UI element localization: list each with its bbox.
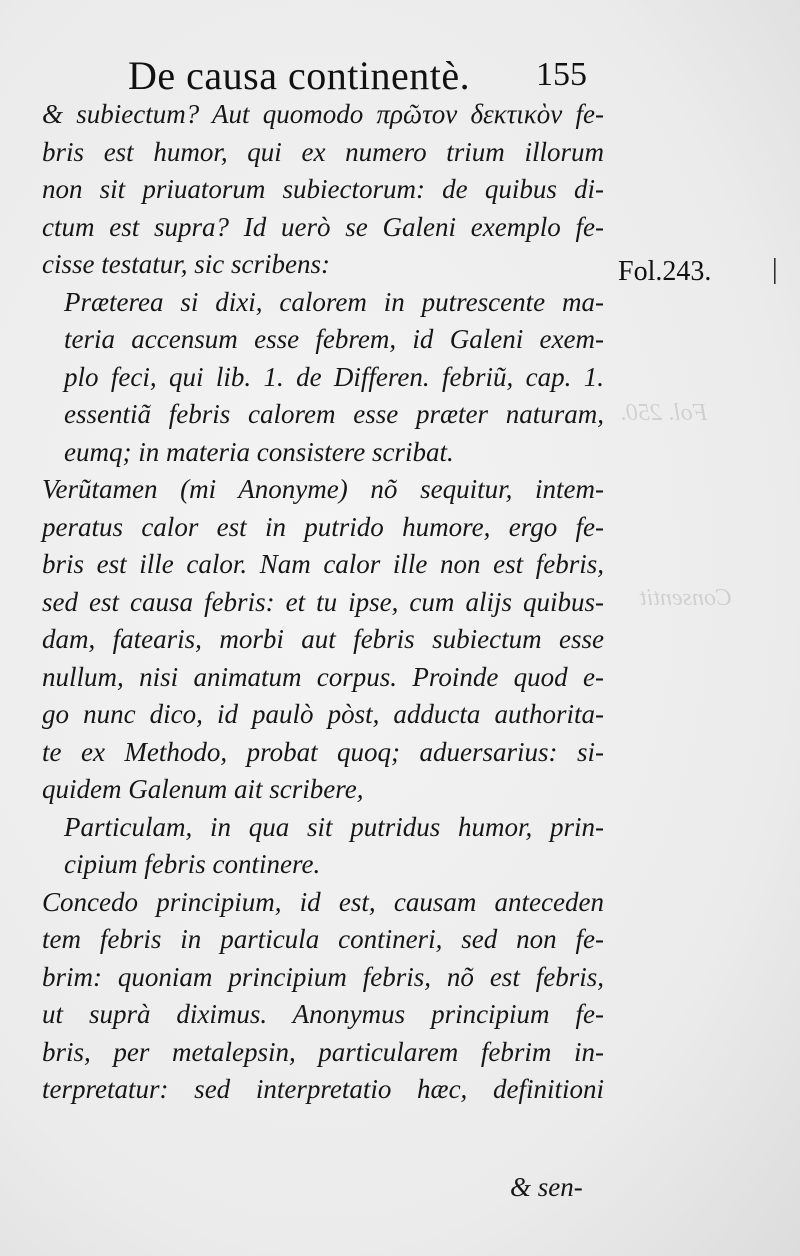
- text-line: go nunc dico, id paulò pòst, adducta authorita-: [42, 699, 604, 729]
- show-through-decoration: Consentit: [640, 585, 733, 611]
- text-line: Concedo principium, id est, causam anteceden: [42, 886, 604, 917]
- text-line: bris, per metalepsin, particularem febrim in-: [42, 1036, 604, 1067]
- text-line: non sit priuatorum subiectorum: de quibus di-: [42, 174, 604, 204]
- body-text: [42, 96, 604, 1109]
- quote-line: essentiã febris calorem esse præter naturam,: [64, 399, 604, 429]
- text-line: te ex Methodo, probat quoq; aduersarius: si-: [42, 736, 604, 767]
- text-line: quidem Galenum ait scribere,: [42, 774, 364, 804]
- text-line: terpretatur: sed interpretatio hæc, definitioni: [42, 1074, 604, 1104]
- text-line: & subiectum? Aut quomodo πρῶτον δεκτικὸν fe-: [42, 99, 604, 129]
- text-line: peratus calor est in putrido humore, ergo fe-: [42, 511, 604, 542]
- page-number: 155: [536, 56, 587, 93]
- margin-note: Fol.243.: [618, 256, 712, 287]
- quote-line: cipium febris continere.: [64, 849, 321, 879]
- text-line: cisse testatur, sic scribens:: [42, 249, 330, 279]
- text-line: sed est causa febris: et tu ipse, cum alijs quibus-: [42, 586, 604, 617]
- catchword: & sen-: [510, 1172, 583, 1202]
- show-through-decoration: Fol. 250.: [620, 400, 708, 426]
- text-line: ctum est supra? Id uerò se Galeni exemplo fe-: [42, 211, 604, 242]
- quote-line: plo feci, qui lib. 1. de Differen. febriũ, cap. 1.: [64, 361, 604, 392]
- quote-line: Particulam, in qua sit putridus humor, prin-: [64, 811, 604, 842]
- running-head-title: De causa continentè.: [128, 53, 471, 98]
- quote-line: Præterea si dixi, calorem in putrescente ma-: [64, 286, 604, 317]
- text-line: tem febris in particula contineri, sed non fe-: [42, 924, 604, 954]
- margin-mark: |: [772, 254, 778, 285]
- text-line: bris est humor, qui ex numero trium illorum: [42, 136, 604, 167]
- quote-line: teria accensum esse febrem, id Galeni exem-: [64, 324, 604, 354]
- text-line: bris est ille calor. Nam calor ille non est febris,: [42, 549, 604, 579]
- text-line: nullum, nisi animatum corpus. Proinde quod e-: [42, 661, 604, 692]
- text-line: ut suprà diximus. Anonymus principium fe-: [42, 999, 604, 1029]
- text-line: Verũtamen (mi Anonyme) nõ sequitur, intem-: [42, 474, 604, 504]
- text-line: brim: quoniam principium febris, nõ est febris,: [42, 961, 604, 992]
- text-line: dam, fatearis, morbi aut febris subiectum esse: [42, 624, 604, 654]
- quote-line: eumq; in materia consistere scribat.: [64, 436, 454, 467]
